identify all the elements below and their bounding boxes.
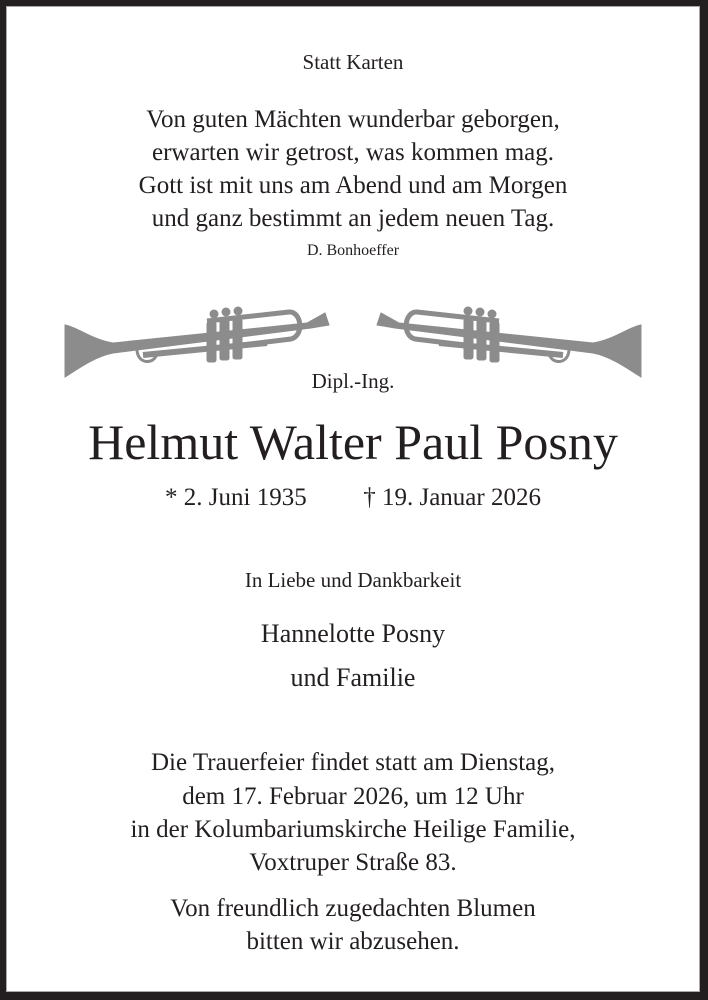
header-text: Statt Karten xyxy=(302,50,404,74)
service-line: Voxtruper Straße 83. xyxy=(249,849,457,876)
flowers-line: bitten wir abzusehen. xyxy=(246,928,460,955)
mourner-line: Hannelotte Posny xyxy=(260,619,446,648)
birth-date: * 2. Juni 1935 xyxy=(165,484,307,511)
poem-author: D. Bonhoeffer xyxy=(306,242,400,259)
obituary-notice xyxy=(6,6,700,992)
flowers-line: Von freundlich zugedachten Blumen xyxy=(170,895,536,922)
poem-line: und ganz bestimmt an jedem neuen Tag. xyxy=(151,205,555,232)
death-date: † 19. Januar 2026 xyxy=(363,484,541,511)
service-line: in der Kolumbariumskirche Heilige Familie, xyxy=(130,816,576,843)
service-line: dem 17. Februar 2026, um 12 Uhr xyxy=(182,783,524,810)
poem-line: erwarten wir getrost, was kommen mag. xyxy=(152,139,554,166)
deceased-name: Helmut Walter Paul Posny xyxy=(88,414,618,470)
academic-title: Dipl.-Ing. xyxy=(311,369,395,393)
dedication: In Liebe und Dankbarkeit xyxy=(244,568,462,592)
mourner-line: und Familie xyxy=(290,663,416,692)
life-dates xyxy=(7,485,699,510)
poem-line: Von guten Mächten wunderbar geborgen, xyxy=(146,106,560,133)
poem-line: Gott ist mit uns am Abend und am Morgen xyxy=(138,172,568,199)
service-line: Die Trauerfeier findet statt am Dienstag, xyxy=(150,749,556,776)
